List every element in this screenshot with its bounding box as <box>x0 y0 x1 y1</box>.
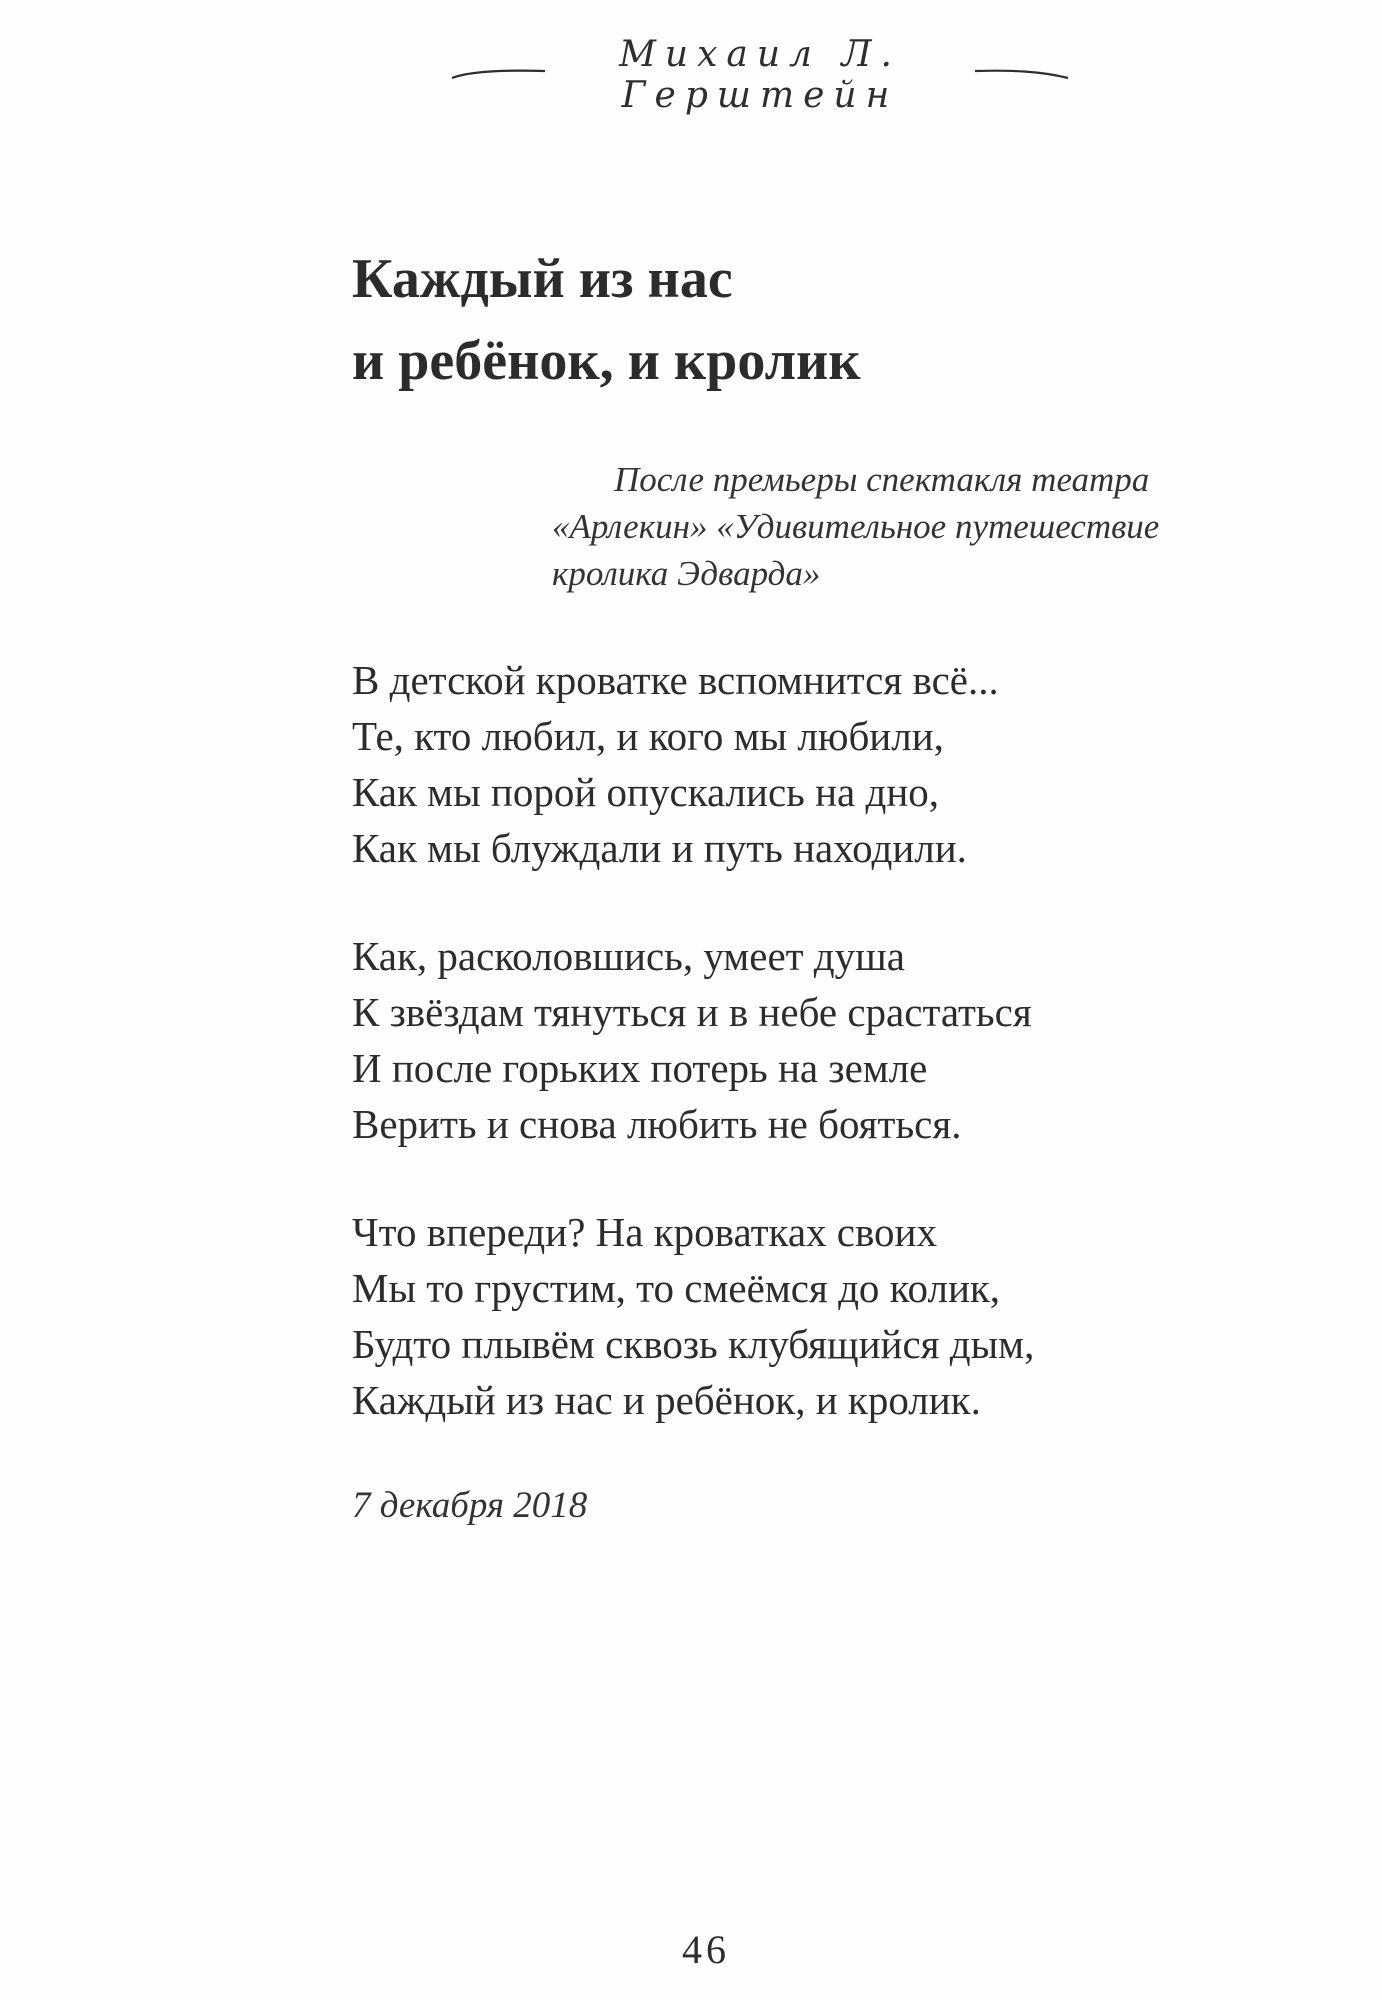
verse-line: Каждый из нас и ребёнок, и кролик. <box>352 1377 981 1423</box>
poem-title-line: и ребёнок, и кролик <box>352 330 861 392</box>
stanza-1 <box>352 652 1252 876</box>
stanza-3 <box>352 1204 1252 1428</box>
verse-line: Верить и снова любить не бояться. <box>352 1101 962 1147</box>
running-header <box>450 28 1070 116</box>
verse-line: Мы то грустим, то смеёмся до колик, <box>352 1265 1001 1311</box>
verse-line: К звёздам тянуться и в небе срастаться <box>352 989 1032 1035</box>
verse-line: Как, расколовшись, умеет душа <box>352 933 905 979</box>
epigraph-line: кролика Эдварда» <box>552 554 821 593</box>
verse-line: Те, кто любил, и кого мы любили, <box>352 713 944 759</box>
poem-title-line: Каждый из нас <box>352 248 733 310</box>
epigraph-line: После премьеры спектакля театра <box>614 460 1150 499</box>
verse-line: Будто плывём сквозь клубящийся дым, <box>352 1321 1035 1367</box>
epigraph <box>552 456 1252 597</box>
stanza-2 <box>352 928 1252 1152</box>
epigraph-line: «Арлекин» «Удивительное путешествие <box>552 507 1160 546</box>
verse-line: Как мы блуждали и путь находили. <box>352 825 967 871</box>
verse-line: Как мы порой опускались на дно, <box>352 769 940 815</box>
page-number: 46 <box>682 1927 730 1972</box>
poem-title <box>352 238 1252 402</box>
verse-line: Что впереди? На кроватках своих <box>352 1209 937 1255</box>
running-header-author: Михаил Л. Герштейн <box>619 34 901 116</box>
verse-line: И после горьких потерь на земле <box>352 1045 928 1091</box>
poem-date: 7 декабря 2018 <box>352 1485 588 1526</box>
verse-line: В детской кроватке вспомнится всё... <box>352 657 999 703</box>
